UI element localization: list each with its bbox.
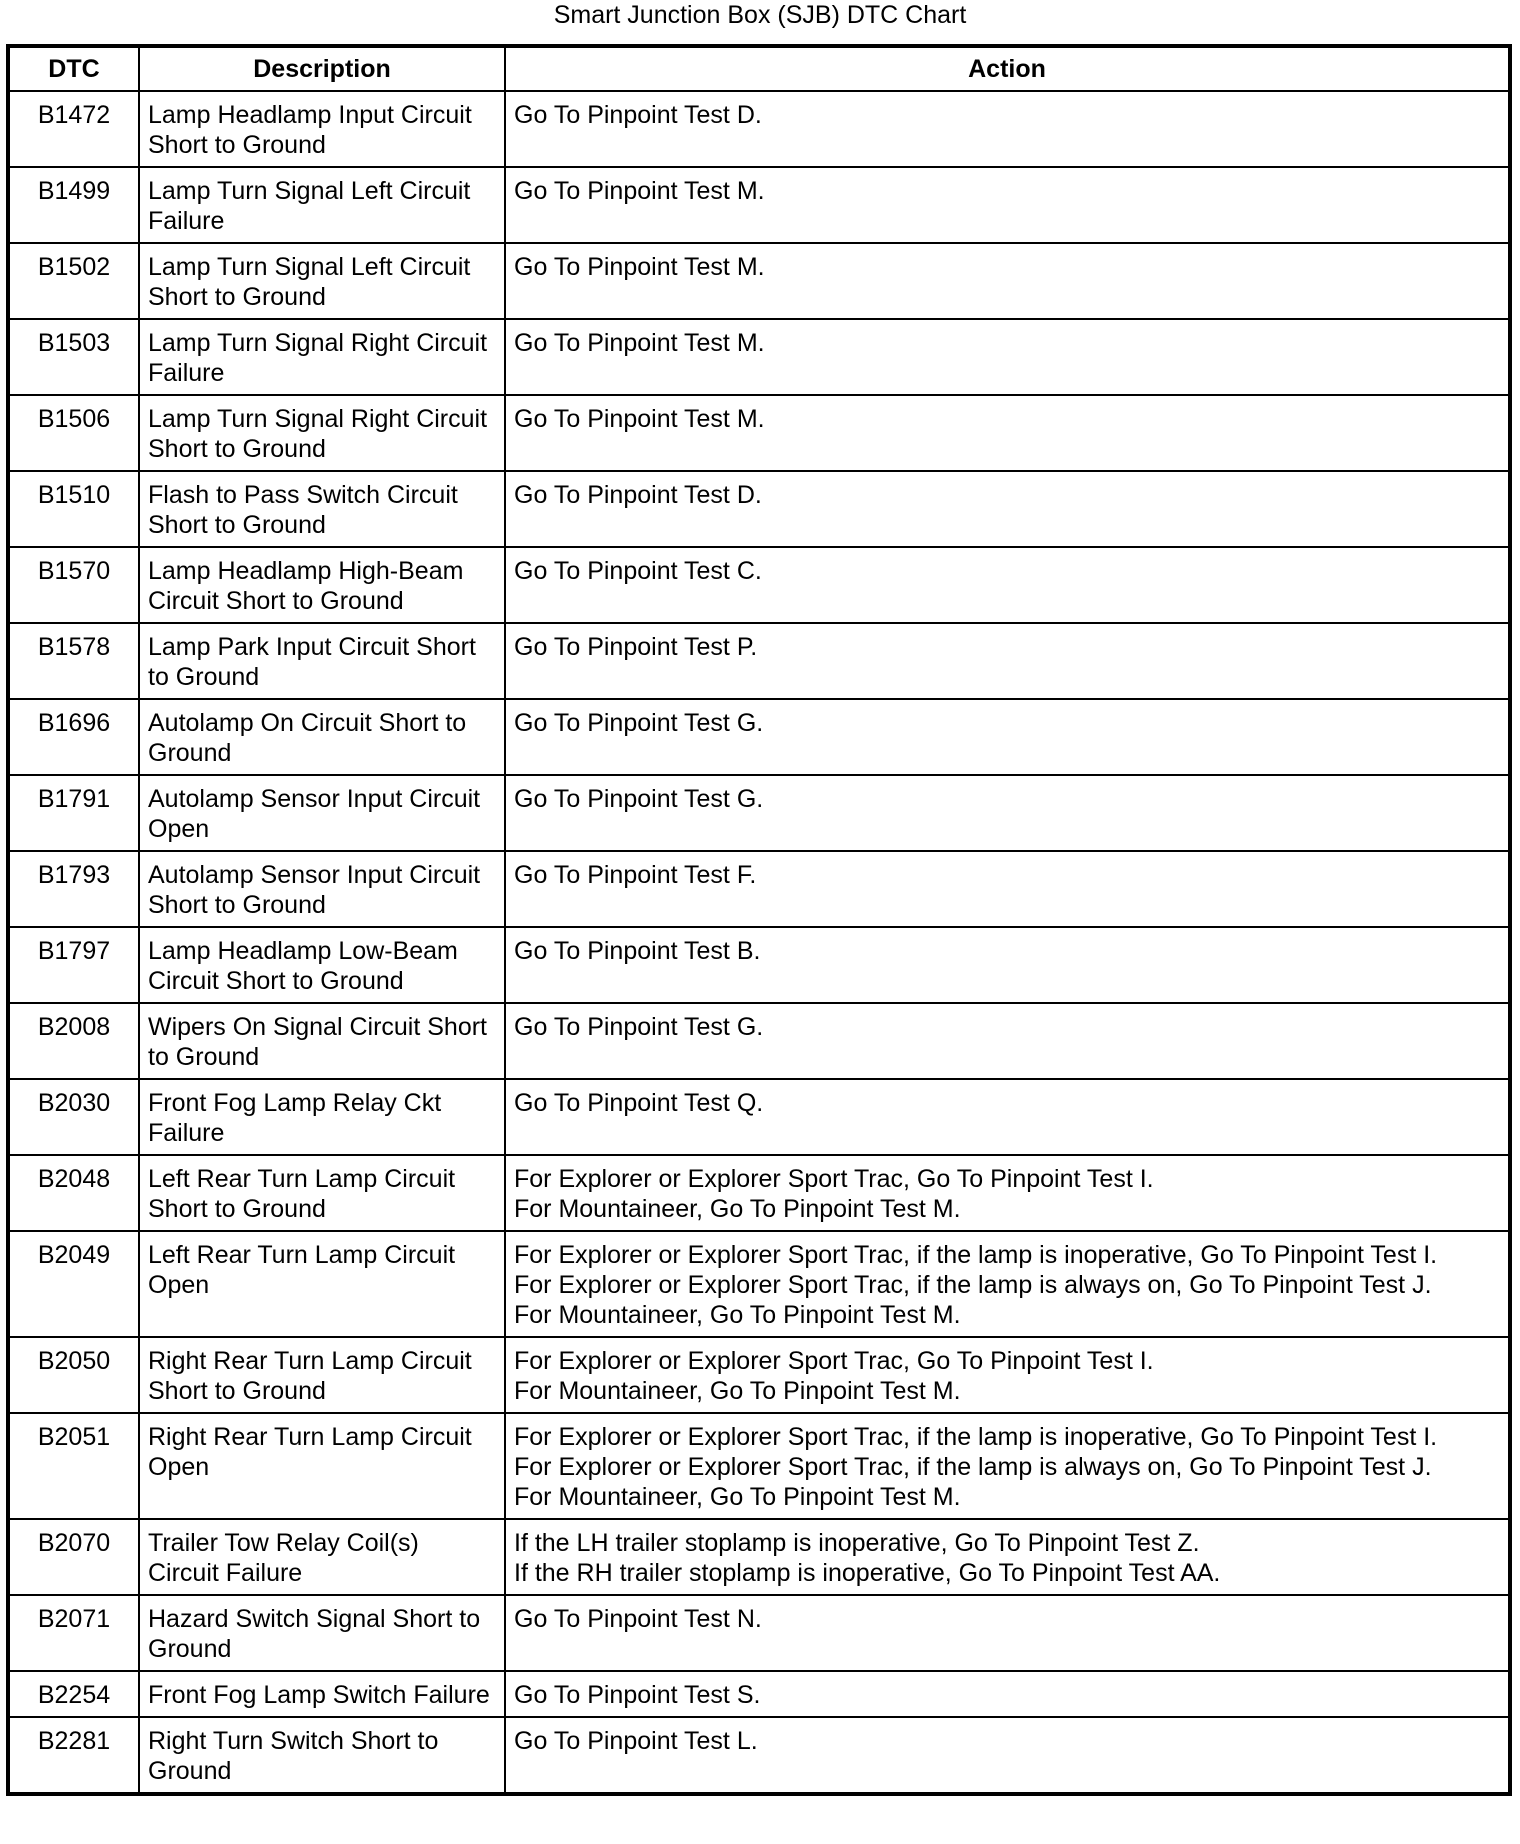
dtc-code-cell: B1797 [8,927,139,1003]
description-cell: Right Rear Turn Lamp Circuit Open [139,1413,505,1519]
dtc-code-cell: B2071 [8,1595,139,1671]
table-row [8,1231,1510,1337]
action-cell [505,1717,1510,1794]
action-line: For Explorer or Explorer Sport Trac, if the lamp is always on, Go To Pinpoint Test J. [514,1271,1432,1299]
action-line: For Explorer or Explorer Sport Trac, if the lamp is inoperative, Go To Pinpoint Test I. [514,1423,1438,1451]
dtc-code-cell: B2050 [8,1337,139,1413]
header-row [8,46,1510,91]
dtc-code-cell: B2030 [8,1079,139,1155]
action-cell [505,395,1510,471]
dtc-code-cell: B1510 [8,471,139,547]
action-line: Go To Pinpoint Test M. [514,329,765,357]
action-cell [505,1231,1510,1337]
action-line: For Explorer or Explorer Sport Trac, Go To Pinpoint Test I. [514,1165,1154,1193]
table-row [8,395,1510,471]
description-cell: Autolamp Sensor Input Circuit Short to Ground [139,851,505,927]
table-row [8,1003,1510,1079]
dtc-code-cell: B1578 [8,623,139,699]
action-line: Go To Pinpoint Test F. [514,861,757,889]
action-line: For Mountaineer, Go To Pinpoint Test M. [514,1195,961,1223]
table-row [8,1079,1510,1155]
table-row [8,1519,1510,1595]
table-row [8,1717,1510,1794]
action-line: Go To Pinpoint Test Q. [514,1089,764,1117]
action-line: For Explorer or Explorer Sport Trac, Go To Pinpoint Test I. [514,1347,1154,1375]
dtc-code-cell: B1793 [8,851,139,927]
table-row [8,1671,1510,1717]
action-line: Go To Pinpoint Test B. [514,937,761,965]
table-row [8,623,1510,699]
action-line: For Mountaineer, Go To Pinpoint Test M. [514,1301,961,1329]
action-line: Go To Pinpoint Test G. [514,1013,764,1041]
table-row [8,319,1510,395]
description-cell: Trailer Tow Relay Coil(s) Circuit Failure [139,1519,505,1595]
description-cell: Autolamp Sensor Input Circuit Open [139,775,505,851]
description-cell: Wipers On Signal Circuit Short to Ground [139,1003,505,1079]
dtc-code-cell: B1696 [8,699,139,775]
description-cell: Right Rear Turn Lamp Circuit Short to Ground [139,1337,505,1413]
action-cell [505,91,1510,167]
action-line: For Explorer or Explorer Sport Trac, if the lamp is inoperative, Go To Pinpoint Test I. [514,1241,1438,1269]
action-line: Go To Pinpoint Test G. [514,709,764,737]
description-cell: Lamp Headlamp Input Circuit Short to Ground [139,91,505,167]
action-cell [505,1413,1510,1519]
action-cell [505,547,1510,623]
action-cell [505,1079,1510,1155]
action-line: Go To Pinpoint Test M. [514,253,765,281]
action-cell [505,699,1510,775]
action-cell [505,167,1510,243]
action-line: Go To Pinpoint Test D. [514,481,762,509]
table-row [8,699,1510,775]
description-cell: Autolamp On Circuit Short to Ground [139,699,505,775]
action-line: For Mountaineer, Go To Pinpoint Test M. [514,1483,961,1511]
action-line: If the RH trailer stoplamp is inoperative, Go To Pinpoint Test AA. [514,1559,1221,1587]
action-cell [505,1155,1510,1231]
action-line: Go To Pinpoint Test P. [514,633,758,661]
action-line: Go To Pinpoint Test M. [514,177,765,205]
action-cell [505,623,1510,699]
table-body [8,91,1510,1794]
action-cell [505,471,1510,547]
table-row [8,1337,1510,1413]
table-row [8,91,1510,167]
table-row [8,1595,1510,1671]
dtc-code-cell: B2254 [8,1671,139,1717]
dtc-code-cell: B1503 [8,319,139,395]
description-cell: Right Turn Switch Short to Ground [139,1717,505,1794]
table-row [8,851,1510,927]
action-line: Go To Pinpoint Test S. [514,1681,761,1709]
dtc-code-cell: B2049 [8,1231,139,1337]
dtc-code-cell: B2070 [8,1519,139,1595]
description-cell: Lamp Headlamp High-Beam Circuit Short to Ground [139,547,505,623]
description-cell: Flash to Pass Switch Circuit Short to Ground [139,471,505,547]
dtc-code-cell: B1791 [8,775,139,851]
dtc-code-cell: B2008 [8,1003,139,1079]
column-header-dtc: DTC [8,46,139,91]
table-row [8,243,1510,319]
dtc-code-cell: B1502 [8,243,139,319]
description-cell: Left Rear Turn Lamp Circuit Short to Ground [139,1155,505,1231]
dtc-code-cell: B1472 [8,91,139,167]
description-cell: Hazard Switch Signal Short to Ground [139,1595,505,1671]
action-line: Go To Pinpoint Test N. [514,1605,762,1633]
action-cell [505,1003,1510,1079]
action-cell [505,775,1510,851]
action-cell [505,243,1510,319]
page-title: Smart Junction Box (SJB) DTC Chart [553,1,967,29]
description-cell: Front Fog Lamp Switch Failure [139,1671,505,1717]
action-line: For Explorer or Explorer Sport Trac, if the lamp is always on, Go To Pinpoint Test J. [514,1453,1432,1481]
column-header-action: Action [505,46,1510,91]
table-row [8,775,1510,851]
column-header-description: Description [139,46,505,91]
description-cell: Lamp Turn Signal Left Circuit Failure [139,167,505,243]
action-line: Go To Pinpoint Test D. [514,101,762,129]
action-line: Go To Pinpoint Test L. [514,1727,758,1755]
action-cell [505,1519,1510,1595]
dtc-code-cell: B2281 [8,1717,139,1794]
description-cell: Lamp Turn Signal Right Circuit Short to Ground [139,395,505,471]
dtc-code-cell: B1506 [8,395,139,471]
description-cell: Left Rear Turn Lamp Circuit Open [139,1231,505,1337]
table-row [8,927,1510,1003]
action-cell [505,319,1510,395]
action-line: Go To Pinpoint Test M. [514,405,765,433]
description-cell: Lamp Turn Signal Right Circuit Failure [139,319,505,395]
table-row [8,471,1510,547]
table-row [8,167,1510,243]
dtc-code-cell: B1499 [8,167,139,243]
action-cell [505,1337,1510,1413]
table-row [8,547,1510,623]
dtc-table [6,44,1512,1796]
dtc-code-cell: B2048 [8,1155,139,1231]
action-line: For Mountaineer, Go To Pinpoint Test M. [514,1377,961,1405]
description-cell: Lamp Turn Signal Left Circuit Short to Ground [139,243,505,319]
action-line: If the LH trailer stoplamp is inoperative, Go To Pinpoint Test Z. [514,1529,1200,1557]
dtc-code-cell: B2051 [8,1413,139,1519]
description-cell: Front Fog Lamp Relay Ckt Failure [139,1079,505,1155]
action-line: Go To Pinpoint Test G. [514,785,764,813]
table-row [8,1155,1510,1231]
action-cell [505,1671,1510,1717]
action-line: Go To Pinpoint Test C. [514,557,762,585]
action-cell [505,1595,1510,1671]
description-cell: Lamp Park Input Circuit Short to Ground [139,623,505,699]
dtc-code-cell: B1570 [8,547,139,623]
action-cell [505,927,1510,1003]
description-cell: Lamp Headlamp Low-Beam Circuit Short to Ground [139,927,505,1003]
action-cell [505,851,1510,927]
table-row [8,1413,1510,1519]
